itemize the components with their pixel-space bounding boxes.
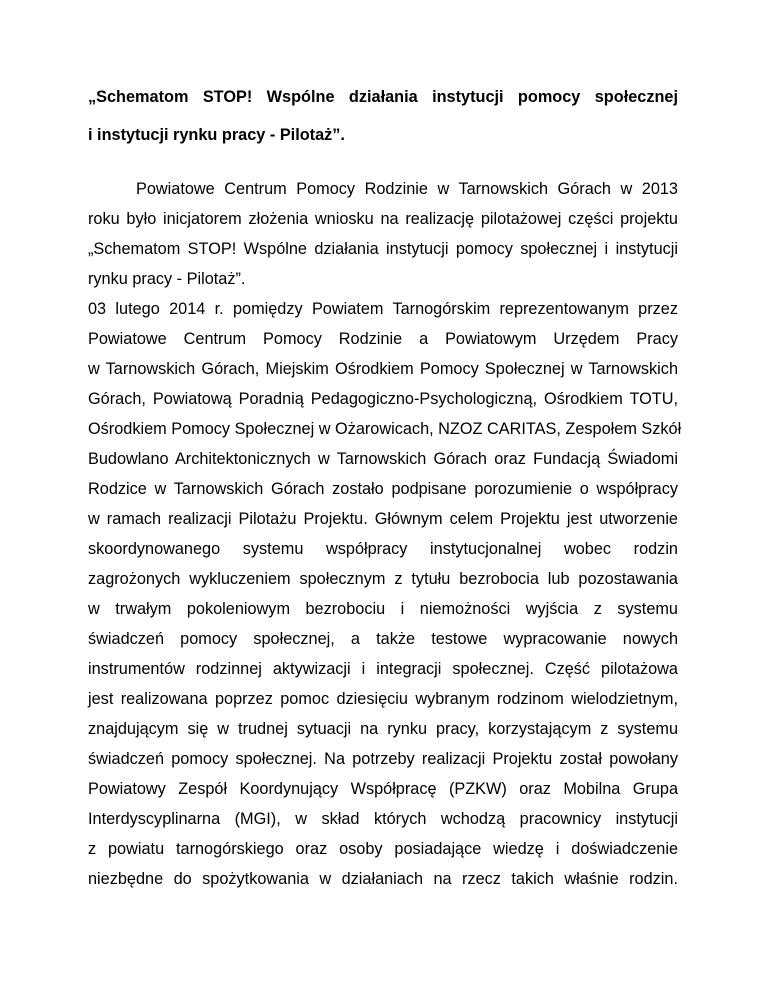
- body-line-10: Budowlano Architektonicznych w Tarnowskich Górach oraz Fundacją Świadomi: [88, 450, 678, 468]
- body-line-5: 03 lutego 2014 r. pomiędzy Powiatem Tarnogórskim reprezentowanym przez: [88, 300, 678, 318]
- body-line-6: Powiatowe Centrum Pomocy Rodzinie a Powiatowym Urzędem Pracy: [88, 330, 678, 348]
- body-line-15: w trwałym pokoleniowym bezrobociu i niemożności wyjścia z systemu: [88, 600, 678, 618]
- body-line-4: rynku pracy - Pilotaż”.: [88, 270, 246, 288]
- body-line-17: instrumentów rodzinnej aktywizacji i integracji społecznej. Część pilotażowa: [88, 660, 678, 678]
- body-line-13: skoordynowanego systemu współpracy instytucjonalnej wobec rodzin: [88, 540, 678, 558]
- body-line-7: w Tarnowskich Górach, Miejskim Ośrodkiem Pomocy Społecznej w Tarnowskich: [88, 360, 678, 378]
- title-line-2: i instytucji rynku pracy - Pilotaż”.: [88, 126, 345, 144]
- body-line-9: Ośrodkiem Pomocy Społecznej w Ożarowicach, NZOZ CARITAS, Zespołem Szkół: [88, 420, 682, 438]
- title-line-1: „Schematom STOP! Wspólne działania instytucji pomocy społecznej: [88, 88, 678, 106]
- body-line-3: „Schematom STOP! Wspólne działania instytucji pomocy społecznej i instytucji: [88, 240, 678, 258]
- body-line-18: jest realizowana poprzez pomoc dziesięciu wybranym rodzinom wielodzietnym,: [88, 690, 678, 708]
- body-line-11: Rodzice w Tarnowskich Górach zostało podpisane porozumienie o współpracy: [88, 480, 678, 498]
- body-line-23: z powiatu tarnogórskiego oraz osoby posiadające wiedzę i doświadczenie: [88, 840, 678, 858]
- body-line-12: w ramach realizacji Pilotażu Projektu. Głównym celem Projektu jest utworzenie: [88, 510, 678, 528]
- body-line-22: Interdyscyplinarna (MGI), w skład których wchodzą pracownicy instytucji: [88, 810, 678, 828]
- body-line-19: znajdującym się w trudnej sytuacji na rynku pracy, korzystającym z systemu: [88, 720, 678, 738]
- body-line-16: świadczeń pomocy społecznej, a także testowe wypracowanie nowych: [88, 630, 678, 648]
- body-line-1: Powiatowe Centrum Pomocy Rodzinie w Tarnowskich Górach w 2013: [136, 180, 678, 198]
- body-line-2: roku było inicjatorem złożenia wniosku na realizację pilotażowej części projektu: [88, 210, 678, 228]
- body-line-21: Powiatowy Zespół Koordynujący Współpracę (PZKW) oraz Mobilna Grupa: [88, 780, 678, 798]
- body-line-14: zagrożonych wykluczeniem społecznym z tytułu bezrobocia lub pozostawania: [88, 570, 678, 588]
- body-line-20: świadczeń pomocy społecznej. Na potrzeby realizacji Projektu został powołany: [88, 750, 678, 768]
- body-line-8: Górach, Powiatową Poradnią Pedagogiczno-Psychologiczną, Ośrodkiem TOTU,: [88, 390, 678, 408]
- body-line-24: niezbędne do spożytkowania w działaniach na rzecz takich właśnie rodzin.: [88, 870, 678, 888]
